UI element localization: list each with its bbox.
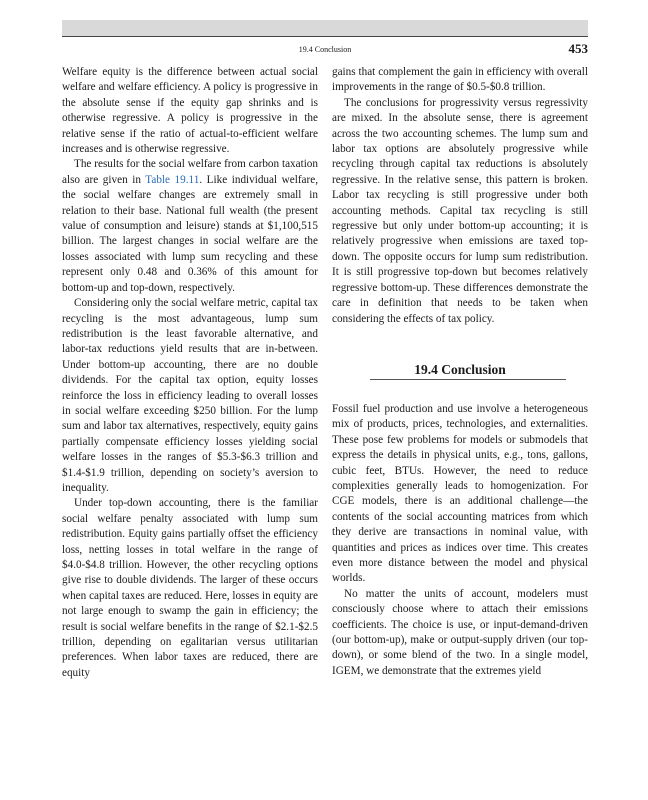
paragraph: Fossil fuel production and use involve a heterogeneous mix of products, prices, technologies, and externalities. These pose few problems for models or submodels that express the details in physical units, e.g., tons, gallons, cubic feet, BTUs. However, the need to reduce complexities generally leads to homogenization. For CGE models, there is an additional challenge—the contents of the social accounting matrices from which they derive are transactions in nominal value, with quantities and prices as indices over time. This creates even more distance between the model and physical worlds. — [332, 402, 588, 585]
right-column — [332, 65, 588, 679]
paragraph-text: The results for the social welfare from carbon taxation also are given in — [62, 158, 318, 186]
paragraph: Welfare equity is the difference between actual social welfare and welfare efficiency. A policy is progressive in the absolute sense if the equity gap shrinks and is otherwise regressive. A policy is progressive in the relative sense if the ratio of actual-to-efficient welfare increases and is otherwise regressive. — [62, 66, 318, 156]
header-bar — [62, 20, 588, 36]
paragraph: Under top-down accounting, there is the familiar social welfare penalty associated with lump sum redistribution. Equity gains partially offset the efficiency loss, netting losses in total welfare in the range of $4.0-$4.8 trillion. However, the other recycling options give rise to double dividends. The larger of these occurs when capital taxes are reduced. Here, losses in equity are not large enough to swamp the gain in efficiency; the result is social welfare benefits in the range of $2.1-$2.5 trillion, depending on egalitarian versus utilitarian preferences. When labor taxes are reduced, there are equity — [62, 497, 318, 679]
paragraph: Considering only the social welfare metric, capital tax recycling is the most advantageous, lump sum redistribution is the least favorable alternative, and labor-tax reductions yield results that are in-between. Under bottom-up accounting, there are no double dividends. For the capital tax option, equity losses reinforce the loss in efficiency leading to overall losses in social welfare exceeding $250 billion. For the lump sum and labor tax alternatives, respectively, equity gains partially compensate efficiency losses yielding social welfare losses in the ranges of $5.3-$6.3 trillion and $1.4-$1.9 trillion, depending on society’s aversion to inequality. — [62, 297, 318, 494]
page-number: 453 — [568, 41, 588, 56]
header-rule — [62, 36, 588, 37]
running-header — [62, 41, 588, 57]
paragraph — [62, 157, 318, 296]
section-heading: 19.4 Conclusion — [414, 361, 506, 377]
running-head: 19.4 Conclusion — [298, 45, 352, 54]
table-link[interactable]: Table 19.11 — [145, 173, 200, 186]
paragraph: No matter the units of account, modelers must consciously choose where to attach their emissions coefficients. The choice is use, or input-demand-driven (our bottom-up), make or output-supply driven (our top-down), or some blend of the two. In a single model, IGEM, we demonstrate that the extremes yield — [332, 587, 588, 677]
left-column — [62, 65, 318, 681]
paragraph-text: . Like individual welfare, the social welfare changes are extremely small in relation to their base. National full wealth (the present value of consumption and leisure) stands at $1,100,515 billion. The largest changes in social welfare are the losses associated with lump sum recycling and these represent only 0.48 and 0.36% of this amount for bottom-up and top-down, respectively. — [62, 173, 318, 294]
paragraph: gains that complement the gain in efficiency with overall improvements in the range of $0.5-$0.8 trillion. — [332, 66, 588, 94]
paragraph: The conclusions for progressivity versus regressivity are mixed. In the absolute sense, there is agreement across the two accounting schemes. The lump sum and labor tax options are absolutely progressive while recycling through capital tax reductions is absolutely regressive. In the relative sense, this pattern is broken. Labor tax recycling is still progressive under both accounting methods. Capital tax recycling is still regressive but only under bottom-up accounting; it is relatively progressive when emissions are taxed top-down. The opposite occurs for lump sum redistribution. It is still progressive top-down but becomes relatively regressive bottom-up. These differences demonstrate the care in definition that needs to be taken when considering the effects of tax policy. — [332, 96, 588, 325]
